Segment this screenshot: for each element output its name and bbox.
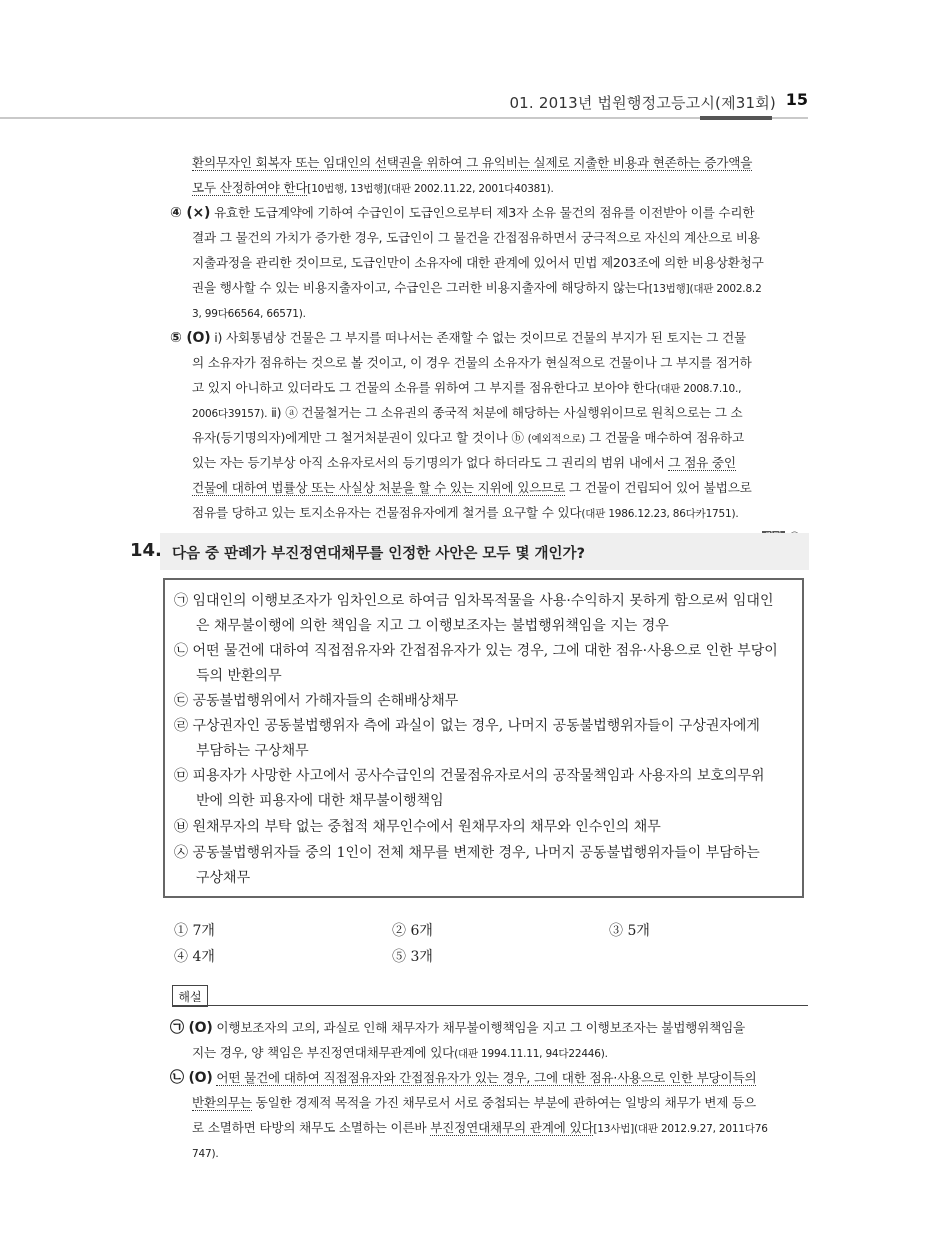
item-c: ㉢ 공동불법행위에서 가해자들의 손해배상채무 (174, 693, 459, 709)
solution-b: ㉡ (O) 어떤 물건에 대하여 직접점유자와 간접점유자가 있는 경우, 그에 대한 점유·사용으로 인한 부당이득의 (170, 1070, 757, 1086)
solution-divider (172, 1005, 808, 1006)
item-b-cont: 득의 반환의무 (196, 668, 282, 684)
page-number: 15 (785, 90, 808, 109)
solution-line: 747). (192, 1148, 219, 1160)
choice-5[interactable]: ⑤ 3개 (392, 949, 433, 965)
question-text: 다음 중 판례가 부진정연대채무를 인정한 사안은 모두 몇 개인가? (172, 546, 585, 562)
prev-line: 건물에 대하여 법률상 또는 사실상 처분을 할 수 있는 지위에 있으므로 그 건물이 건립되어 있어 불법으로 (192, 480, 752, 495)
choice-2[interactable]: ② 6개 (392, 923, 433, 939)
prev-line: 유자(등기명의자)에게만 그 철거처분권이 있다고 할 것이나 ⓑ (예외적으로) 그 건물을 매수하여 점유하고 (192, 430, 744, 445)
prev-line: 지출과정을 관리한 것이므로, 도급인만이 소유자에 대한 관계에 있어서 민법 제203조에 의한 비용상환청구 (192, 255, 764, 270)
item-d-cont: 부담하는 구상채무 (196, 743, 309, 759)
choice-3[interactable]: ③ 5개 (609, 923, 650, 939)
item-g-cont: 구상채무 (196, 870, 251, 886)
prev-line: 모두 산정하여야 한다[10법행, 13법행](대판 2002.11.22, 2001다40381). (192, 180, 554, 195)
prev-line: 권을 행사할 수 있는 비용지출자이고, 수급인은 그러한 비용지출자에 해당하지 않는다[13법행](대판 2002.8.2 (192, 280, 762, 295)
prev-line: 점유를 당하고 있는 토지소유자는 건물점유자에게 철거를 요구할 수 있다(대판 1986.12.23, 86다카1751). (192, 505, 739, 520)
item-b: ㉡ 어떤 물건에 대하여 직접점유자와 간접점유자가 있는 경우, 그에 대한 점유·사용으로 인한 부당이 (174, 643, 778, 659)
item-f: ㉥ 원채무자의 부탁 없는 중첩적 채무인수에서 원채무자의 채무와 인수인의 채무 (174, 819, 661, 835)
header-title: 01. 2013년 법원행정고등고시(제31회) (509, 94, 776, 112)
solution-line: 반환의무는 동일한 경제적 목적을 가진 채무로서 서로 중첩되는 부분에 관하여는 일방의 채무가 변제 등으 (192, 1095, 756, 1110)
choice-1[interactable]: ① 7개 (174, 923, 215, 939)
item-a-cont: 은 채무불이행에 의한 책임을 지고 그 이행보조자는 불법행위책임을 지는 경우 (196, 618, 669, 634)
page-header (0, 0, 926, 124)
choice-4[interactable]: ④ 4개 (174, 949, 215, 965)
item-e-cont: 반에 의한 피용자에 대한 채무불이행책임 (196, 793, 444, 809)
prev-line: 3, 99다66564, 66571). (192, 308, 306, 320)
item-g: ㉦ 공동불법행위자들 중의 1인이 전체 채무를 변제한 경우, 나머지 공동불법행위자들이 부담하는 (174, 845, 760, 861)
prev-line: 2006다39157). ⅱ) ⓐ 건물철거는 그 소유권의 종국적 처분에 해당하는 사실행위이므로 원칙으로는 그 소 (192, 405, 743, 420)
solution-line: 지는 경우, 양 책임은 부진정연대채무관계에 있다(대판 1994.11.11, 94다22446). (192, 1045, 608, 1060)
item-a: ㉠ 임대인의 이행보조자가 임차인으로 하여금 임차목적물을 사용·수익하지 못하게 함으로써 임대인 (174, 593, 774, 609)
solution-label: 해설 (172, 985, 208, 1007)
prev-line: 결과 그 물건의 가치가 증가한 경우, 도급인이 그 물건을 간접점유하면서 궁극적으로 자신의 계산으로 비용 (192, 230, 760, 245)
prev-line: 고 있지 아니하고 있더라도 그 건물의 소유를 위하여 그 부지를 점유한다고 보아야 한다(대판 2008.7.10., (192, 380, 742, 395)
item-e: ㉤ 피용자가 사망한 사고에서 공사수급인의 건물점유자로서의 공작물책임과 사용자의 보호의무위 (174, 768, 765, 784)
header-divider (0, 117, 808, 119)
question-number: 14. (130, 540, 162, 561)
option-5-explanation: ⑤ (O) ⅰ) 사회통념상 건물은 그 부지를 떠나서는 존재할 수 없는 것이므로 건물의 부지가 된 토지는 그 건물 (170, 330, 746, 346)
prev-line: 있는 자는 등기부상 아직 소유자로서의 등기명의가 없다 하더라도 그 권리의 범위 내에서 그 점유 중인 (192, 455, 736, 470)
solution-a: ㉠ (O) 이행보조자의 고의, 과실로 인해 채무자가 채무불이행책임을 지고 그 이행보조자는 불법행위책임을 (170, 1020, 746, 1036)
header-accent-bar (700, 116, 772, 120)
solution-line: 로 소멸하면 타방의 채무도 소멸하는 이른바 부진정연대채무의 관계에 있다[13사법](대판 2012.9.27, 2011다76 (192, 1120, 768, 1135)
prev-line: 환의무자인 회복자 또는 임대인의 선택권을 위하여 그 유익비는 실제로 지출한 비용과 현존하는 증가액을 (192, 155, 753, 170)
prev-line: 의 소유자가 점유하는 것으로 볼 것이고, 이 경우 건물의 소유자가 현실적으로 건물이나 그 부지를 점거하 (192, 355, 752, 370)
item-d: ㉣ 구상권자인 공동불법행위자 측에 과실이 없는 경우, 나머지 공동불법행위자들이 구상권자에게 (174, 718, 760, 734)
option-4-explanation: ④ (×) 유효한 도급계약에 기하여 수급인이 도급인으로부터 제3자 소유 물건의 점유를 이전받아 이를 수리한 (170, 205, 755, 221)
